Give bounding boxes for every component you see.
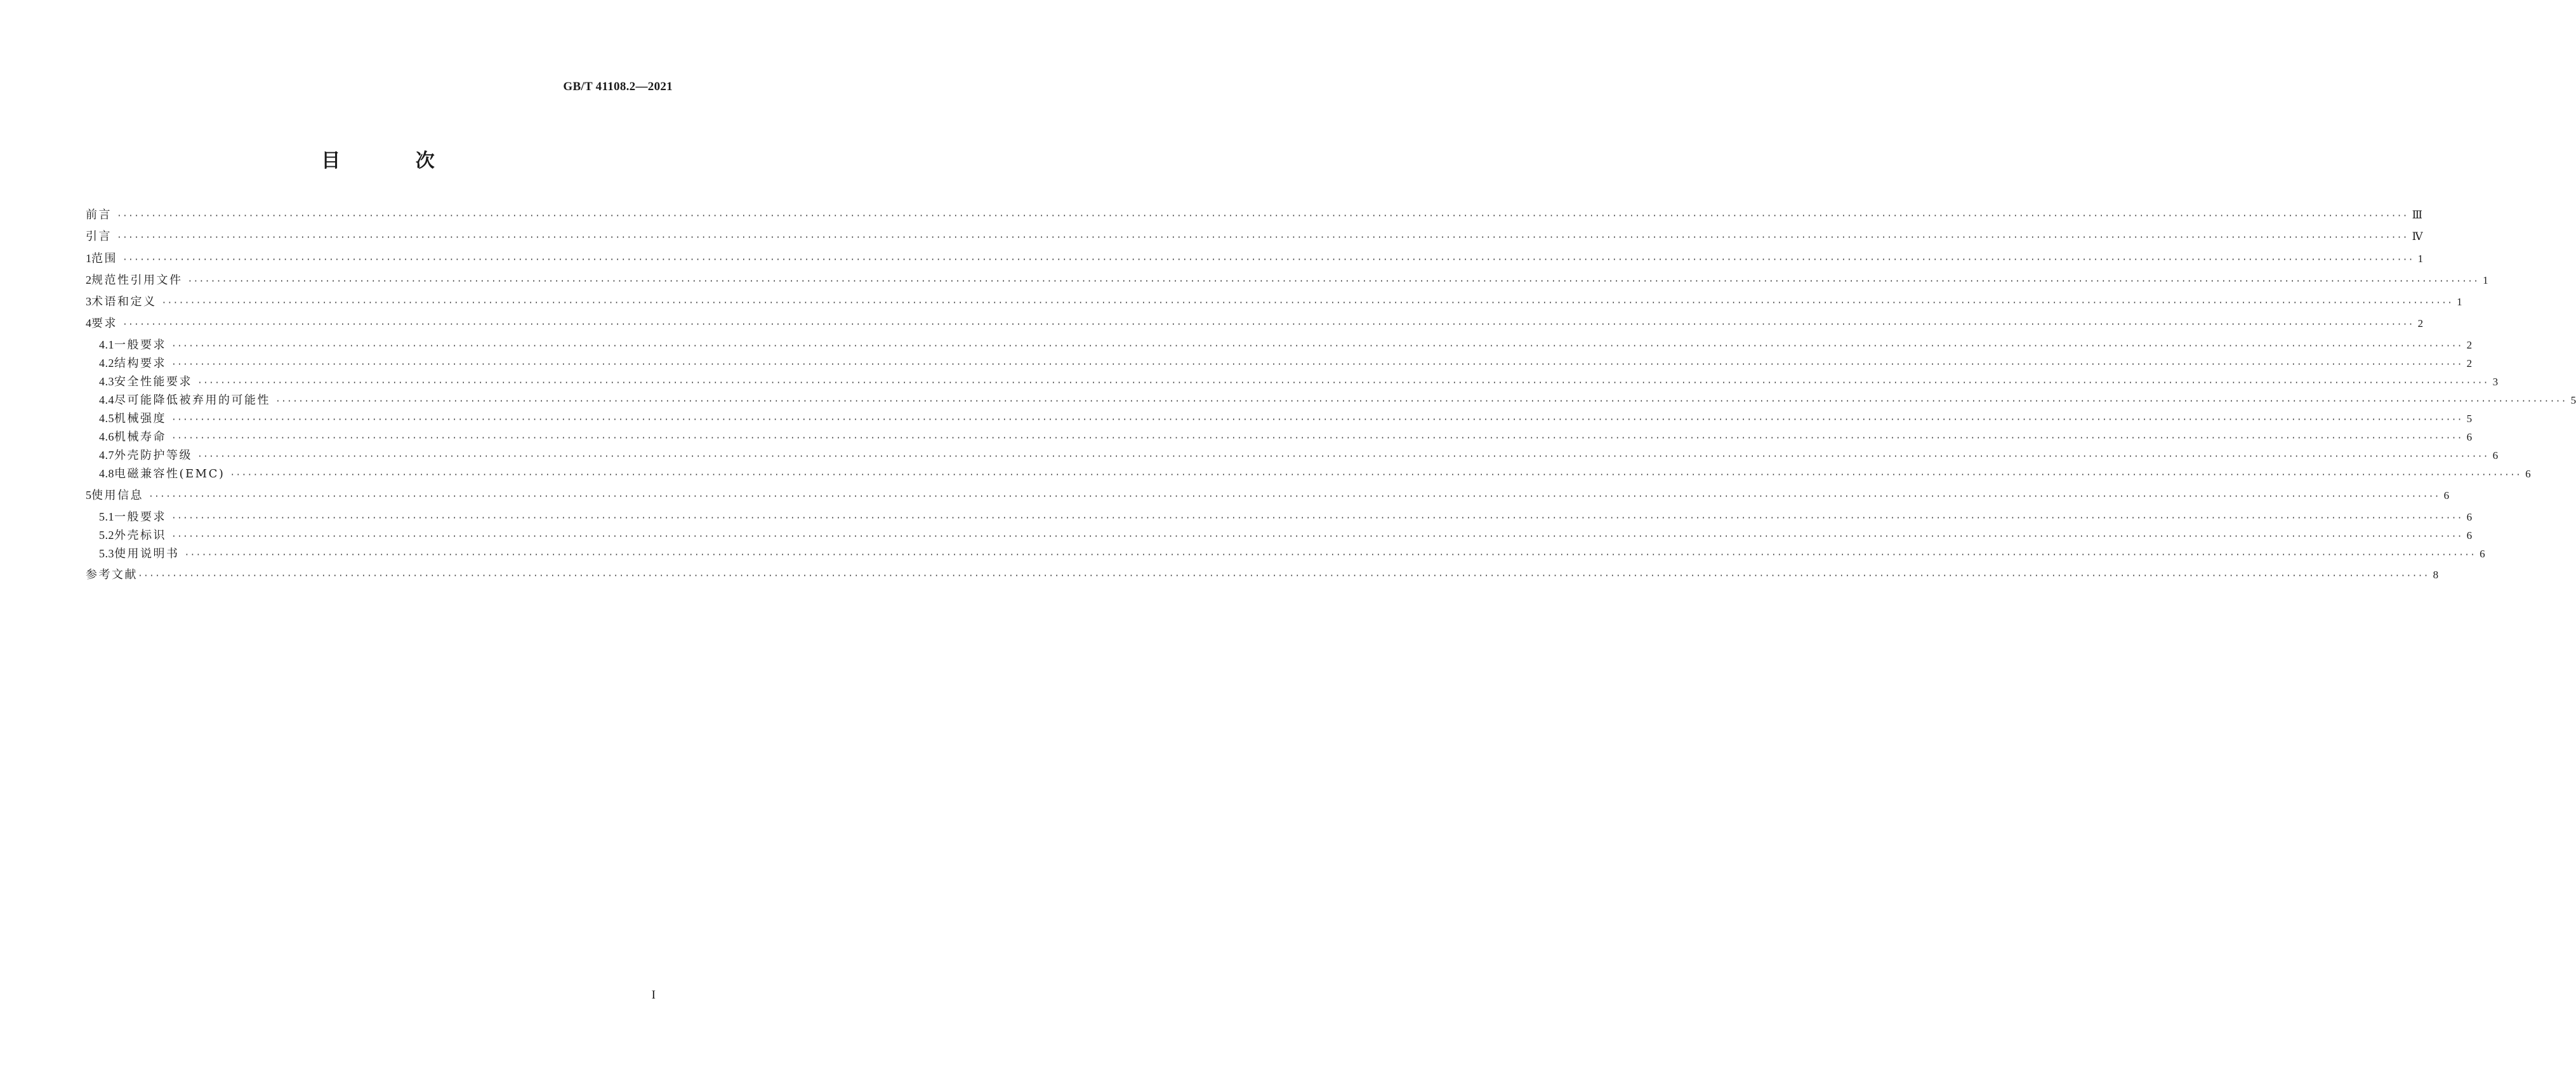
toc-entry-label: 前言 [86, 208, 112, 222]
toc-entry-label: 使用信息 [91, 489, 143, 502]
toc-entry-number: 4.4 [99, 394, 114, 406]
toc-leader-dots: ················································································································································································································································································································································································································ [275, 397, 2567, 406]
toc-entry-page: Ⅲ [2412, 209, 2423, 221]
toc-entry-number: 1 [86, 252, 91, 265]
toc-entry[interactable] [86, 208, 2423, 224]
toc-entry-number: 4.6 [99, 430, 114, 443]
toc-entry-page: 6 [2443, 489, 2450, 501]
toc-entry-label: 安全性能要求 [114, 375, 192, 388]
toc-entry-label: 尽可能降低被弃用的可能性 [114, 394, 270, 407]
page-number: I [651, 988, 656, 1002]
toc-entry-number: 4.2 [99, 357, 114, 369]
toc-entry[interactable] [86, 568, 2439, 584]
toc-entry-page: 3 [2492, 376, 2499, 388]
toc-entry-label: 范围 [91, 252, 117, 265]
toc-entry[interactable] [99, 411, 2473, 428]
toc-leader-dots: ················································································································································································································································································································································································································ [197, 378, 2489, 388]
toc-entry-page: Ⅳ [2412, 230, 2423, 242]
toc-entry[interactable] [99, 355, 2473, 373]
toc-entry-page: 8 [2433, 569, 2439, 581]
toc-entry[interactable] [86, 251, 2424, 268]
toc-entry-page: 6 [2492, 449, 2499, 461]
toc-leader-dots: ················································································································································································································································································································································································································ [171, 434, 2463, 443]
toc-entry[interactable] [99, 392, 2576, 409]
toc-entry-number: 2 [86, 274, 91, 286]
toc-entry-number: 5.2 [99, 529, 114, 541]
toc-entry-number: 4.5 [99, 412, 114, 425]
page-title: 目 次 [321, 150, 469, 172]
toc-entry-page: 5 [2466, 413, 2473, 425]
toc-entry-label: 参考文献 [86, 568, 138, 581]
toc-entry-page: 6 [2480, 548, 2485, 560]
toc-entry[interactable] [99, 546, 2485, 563]
toc-entry-number: 5.1 [99, 510, 114, 523]
toc-leader-dots: ················································································································································································································································································································································································································ [171, 360, 2463, 369]
toc-entry-label: 要求 [91, 317, 117, 330]
toc-entry-number: 4.3 [99, 375, 114, 388]
toc-leader-dots: ················································································································································································································································································································································································································ [122, 255, 2414, 265]
toc-leader-dots: ················································································································································································································································································································································································································ [197, 452, 2489, 461]
toc-leader-dots: ················································································································································································································································································································································································································ [161, 298, 2454, 308]
toc-leader-dots: ················································································································································································································································································································································································································ [149, 492, 2440, 501]
toc-leader-dots: ················································································································································································································································································································································································································ [117, 233, 2408, 242]
toc-entry-page: 2 [2417, 317, 2424, 329]
toc-entry-label: 使用说明书 [114, 547, 180, 561]
toc-leader-dots: ················································································································································································································································································································································································································ [184, 550, 2476, 560]
toc-entry-number: 4.7 [99, 449, 114, 461]
toc-entry-label: 术语和定义 [91, 295, 157, 309]
toc-entry-label: 一般要求 [114, 510, 166, 524]
toc-entry-page: 6 [2466, 431, 2473, 443]
toc-entry-label: 外壳防护等级 [114, 449, 192, 462]
toc-leader-dots: ················································································································································································································································································································································································································ [230, 470, 2522, 480]
toc-entry-page: 1 [2417, 253, 2424, 265]
toc-leader-dots: ················································································································································································································································································································································································································ [138, 571, 2429, 581]
toc-leader-dots: ················································································································································································································································································································································································································ [171, 415, 2463, 425]
toc-leader-dots: ················································································································································································································································································································································································································ [171, 532, 2463, 541]
toc-entry-label: 规范性引用文件 [91, 274, 183, 287]
toc-entry[interactable] [99, 374, 2499, 391]
toc-entry-label: 机械寿命 [114, 430, 166, 444]
toc-entry[interactable] [99, 429, 2473, 446]
toc-leader-dots: ················································································································································································································································································································································································································ [117, 211, 2408, 221]
toc-entry-page: 6 [2525, 468, 2531, 480]
toc-entry[interactable] [86, 315, 2424, 333]
toc-entry-number: 3 [86, 295, 91, 308]
toc-entry-label: 结构要求 [114, 357, 166, 370]
toc-leader-dots: ················································································································································································································································································································································································································ [187, 277, 2480, 286]
toc-entry[interactable] [86, 272, 2488, 289]
toc-entry-label: 引言 [86, 230, 112, 243]
toc-entry[interactable] [99, 466, 2531, 483]
toc-entry-number: 5 [86, 489, 91, 501]
toc-leader-dots: ················································································································································································································································································································································································································ [171, 514, 2463, 523]
toc-entry-number: 4.8 [99, 467, 114, 480]
toc-entry[interactable] [99, 448, 2499, 465]
toc-entry-page: 2 [2466, 357, 2473, 369]
toc-entry-page: 6 [2466, 511, 2473, 523]
toc-entry-page: 6 [2466, 529, 2473, 541]
toc-entry-number: 4.1 [99, 338, 114, 351]
toc-leader-dots: ················································································································································································································································································································································································································ [122, 320, 2414, 329]
toc-entry-page: 1 [2457, 296, 2462, 308]
toc-entry-number: 5.3 [99, 547, 114, 560]
toc-entry[interactable] [86, 488, 2450, 505]
toc-entry-page: 5 [2570, 394, 2576, 406]
standard-number: GB/T 41108.2—2021 [563, 80, 673, 93]
toc-entry-label: 机械强度 [114, 412, 166, 425]
toc-entry-number: 4 [86, 317, 91, 329]
toc-entry-label: 一般要求 [114, 338, 166, 352]
toc-entry[interactable] [99, 528, 2473, 545]
toc-entry[interactable] [86, 294, 2462, 311]
toc-entry-page: 2 [2466, 339, 2473, 351]
toc-entry[interactable] [99, 337, 2473, 354]
toc-leader-dots: ················································································································································································································································································································································································································ [171, 342, 2463, 351]
toc-entry[interactable] [86, 229, 2423, 246]
toc-entry-page: 1 [2483, 274, 2488, 286]
toc-entry[interactable] [99, 509, 2473, 526]
toc-entry-label: 外壳标识 [114, 529, 166, 542]
toc-entry-label: 电磁兼容性(EMC) [114, 467, 225, 481]
